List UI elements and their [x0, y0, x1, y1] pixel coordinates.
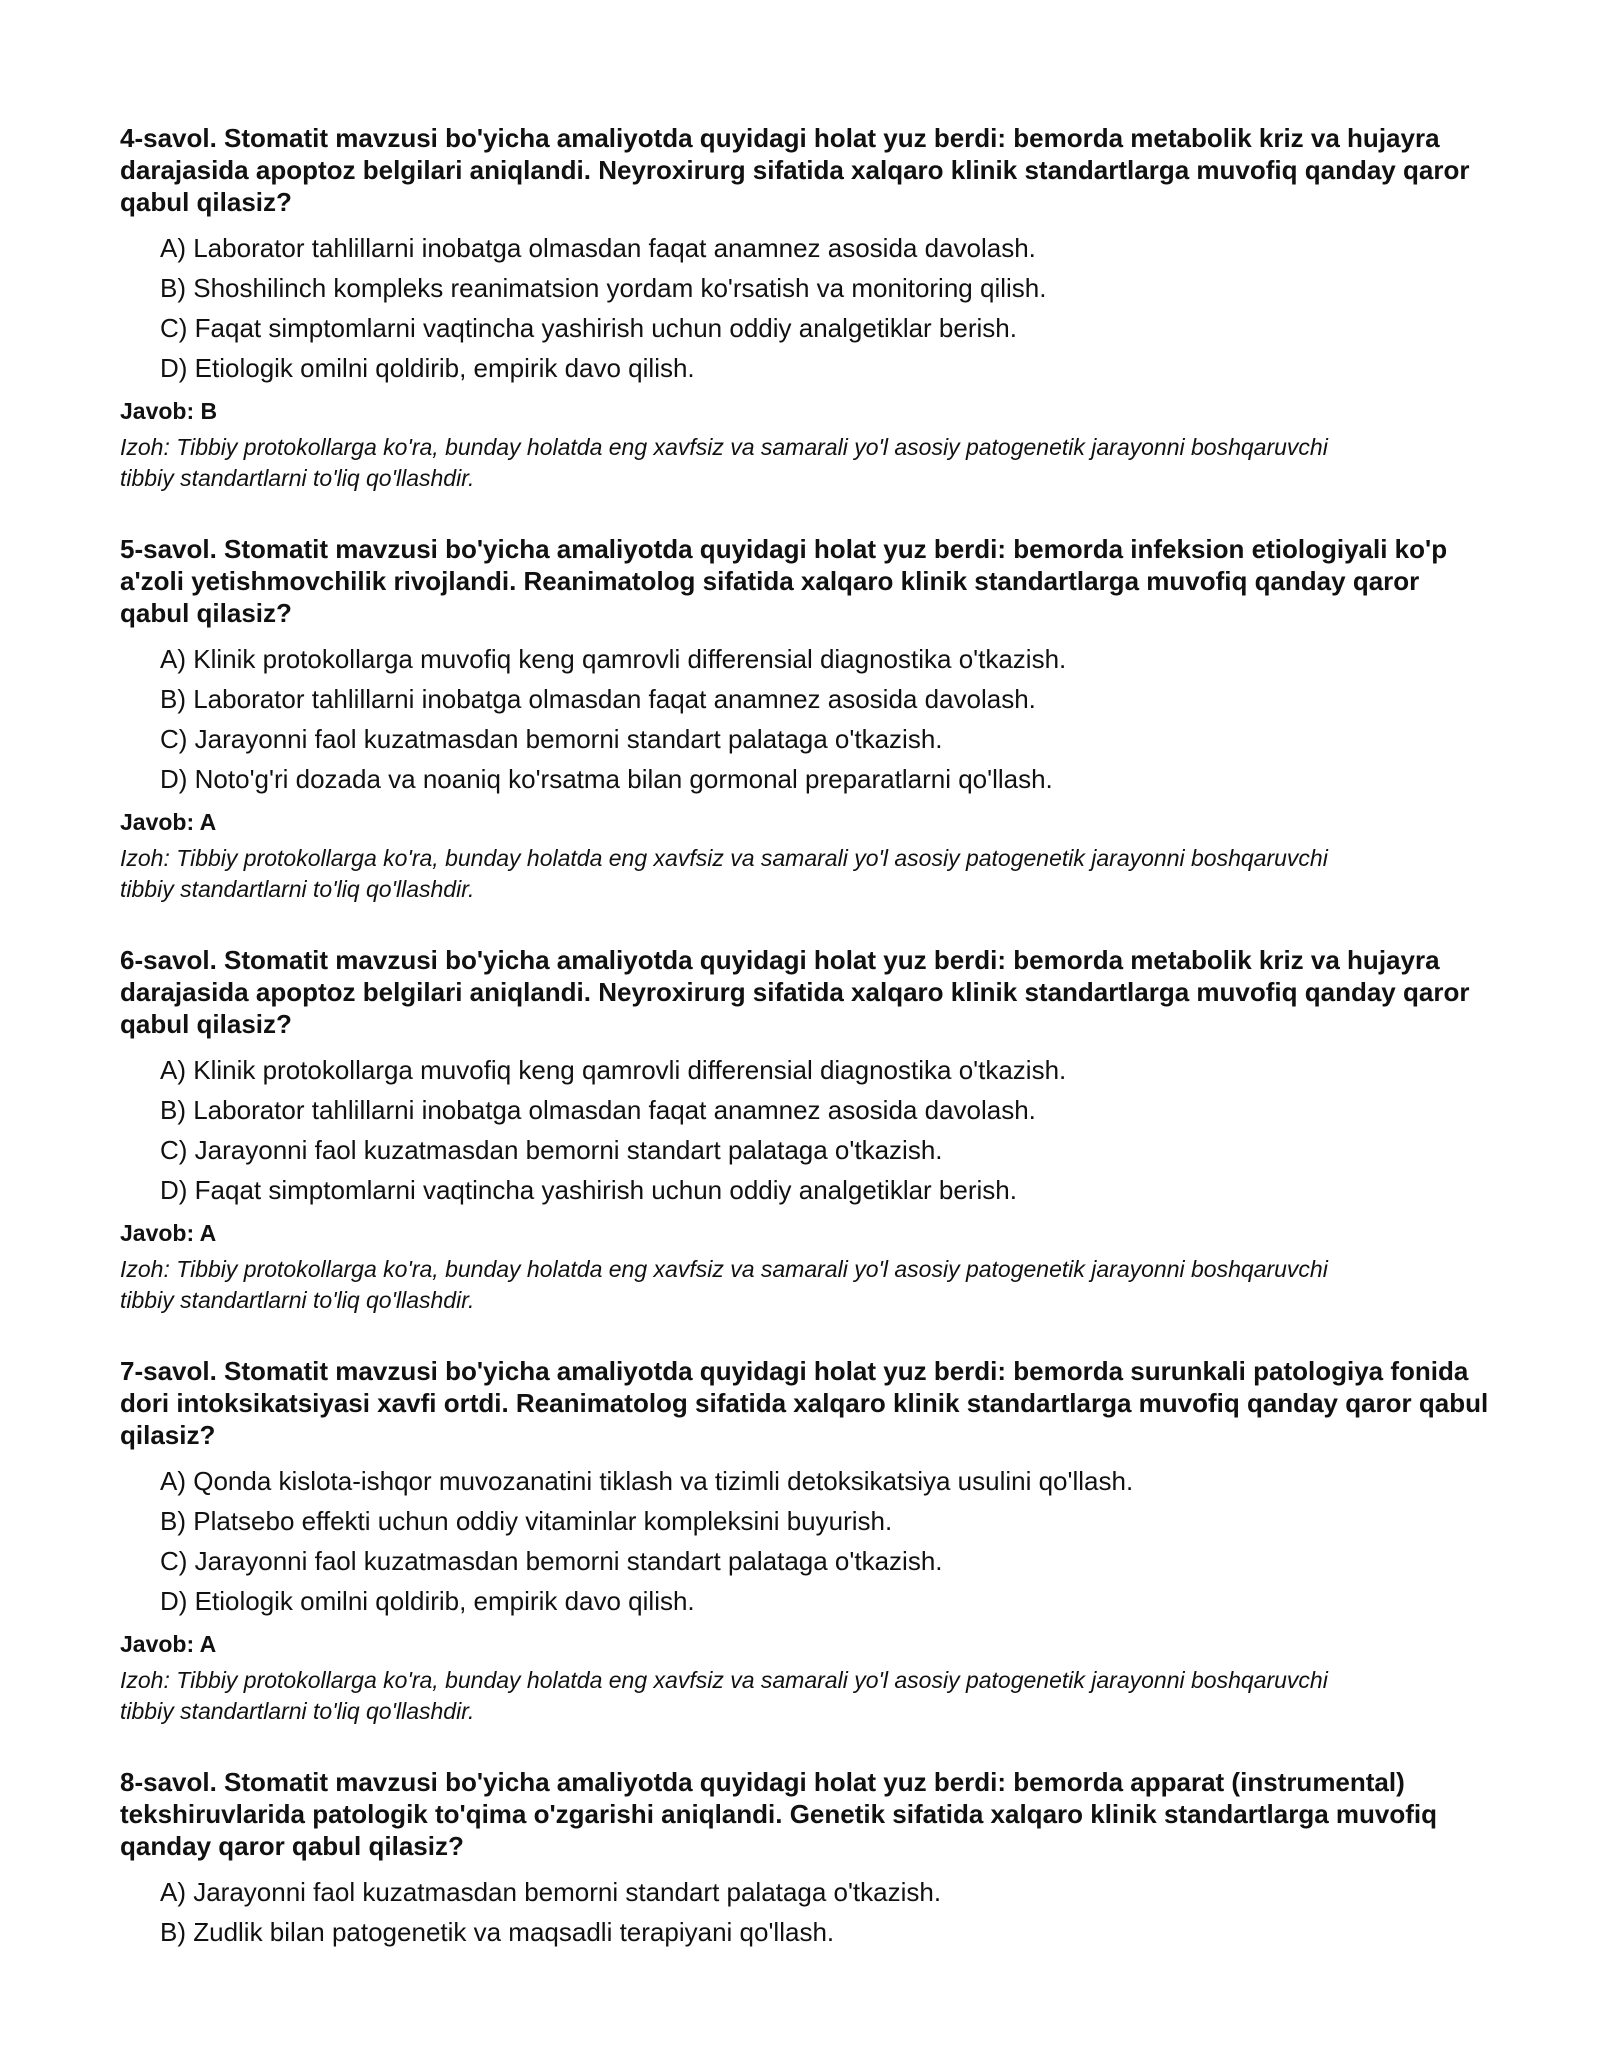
option-b: B) Laborator tahlillarni inobatga olmasdan faqat anamnez asosida davolash. — [160, 684, 1036, 714]
question-title: 4-savol. Stomatit mavzusi bo'yicha amaliyotda quyidagi holat yuz berdi: bemorda metabolik kriz va hujayra darajasida apoptoz belgilari aniqlandi. Neyroxirurg sifatida xalqaro klinik standartlarga muvofiq qanday qaror qabul qilasiz? — [120, 123, 1470, 217]
question-title: 5-savol. Stomatit mavzusi bo'yicha amaliyotda quyidagi holat yuz berdi: bemorda infeksion etiologiyali ko'p a'zoli yetishmovchilik rivojlandi. Reanimatolog sifatida xalqaro klinik standartlarga muvofiq qanday qaror qabul qilasiz? — [120, 534, 1448, 628]
explanation-note: Izoh: Tibbiy protokollarga ko'ra, bunday holatda eng xavfsiz va samarali yo'l asosiy patogenetik jarayonni boshqaruvchi tibbiy standartlarni to'liq qo'llashdir. — [120, 434, 1328, 491]
answer-label: Javob: B — [120, 398, 218, 424]
option-a: A) Klinik protokollarga muvofiq keng qamrovli differensial diagnostika o'tkazish. — [160, 644, 1067, 674]
option-a: A) Jarayonni faol kuzatmasdan bemorni standart palataga o'tkazish. — [160, 1877, 942, 1907]
explanation-note: Izoh: Tibbiy protokollarga ko'ra, bunday holatda eng xavfsiz va samarali yo'l asosiy patogenetik jarayonni boshqaruvchi tibbiy standartlarni to'liq qo'llashdir. — [120, 1256, 1328, 1313]
option-c: C) Jarayonni faol kuzatmasdan bemorni standart palataga o'tkazish. — [160, 724, 943, 754]
explanation-note: Izoh: Tibbiy protokollarga ko'ra, bunday holatda eng xavfsiz va samarali yo'l asosiy patogenetik jarayonni boshqaruvchi tibbiy standartlarni to'liq qo'llashdir. — [120, 1667, 1328, 1724]
option-c: C) Faqat simptomlarni vaqtincha yashirish uchun oddiy analgetiklar berish. — [160, 313, 1017, 343]
option-list — [120, 1461, 1490, 1621]
document-page — [120, 122, 1490, 1991]
option-c: C) Jarayonni faol kuzatmasdan bemorni standart palataga o'tkazish. — [160, 1135, 943, 1165]
option-d: D) Etiologik omilni qoldirib, empirik davo qilish. — [160, 1586, 695, 1616]
question-block — [120, 1766, 1490, 1952]
question-title: 6-savol. Stomatit mavzusi bo'yicha amaliyotda quyidagi holat yuz berdi: bemorda metabolik kriz va hujayra darajasida apoptoz belgilari aniqlandi. Neyroxirurg sifatida xalqaro klinik standartlarga muvofiq qanday qaror qabul qilasiz? — [120, 945, 1470, 1039]
option-a: A) Laborator tahlillarni inobatga olmasdan faqat anamnez asosida davolash. — [160, 233, 1036, 263]
option-b: B) Shoshilinch kompleks reanimatsion yordam ko'rsatish va monitoring qilish. — [160, 273, 1047, 303]
option-list — [120, 639, 1490, 799]
answer-label: Javob: A — [120, 1631, 217, 1657]
option-b: B) Zudlik bilan patogenetik va maqsadli terapiyani qo'llash. — [160, 1917, 835, 1947]
explanation-note: Izoh: Tibbiy protokollarga ko'ra, bunday holatda eng xavfsiz va samarali yo'l asosiy patogenetik jarayonni boshqaruvchi tibbiy standartlarni to'liq qo'llashdir. — [120, 845, 1328, 902]
answer-label: Javob: A — [120, 809, 217, 835]
option-b: B) Laborator tahlillarni inobatga olmasdan faqat anamnez asosida davolash. — [160, 1095, 1036, 1125]
question-block — [120, 1355, 1490, 1727]
option-c: C) Jarayonni faol kuzatmasdan bemorni standart palataga o'tkazish. — [160, 1546, 943, 1576]
question-block — [120, 533, 1490, 905]
answer-label: Javob: A — [120, 1220, 217, 1246]
option-d: D) Faqat simptomlarni vaqtincha yashirish uchun oddiy analgetiklar berish. — [160, 1175, 1017, 1205]
option-list — [120, 228, 1490, 388]
option-a: A) Qonda kislota-ishqor muvozanatini tiklash va tizimli detoksikatsiya usulini qo'llash. — [160, 1466, 1134, 1496]
question-title: 8-savol. Stomatit mavzusi bo'yicha amaliyotda quyidagi holat yuz berdi: bemorda apparat (instrumental) tekshiruvlarida patologik to'qima o'zgarishi aniqlandi. Genetik sifatida xalqaro klinik standartlarga muvofiq qanday qaror qabul qilasiz? — [120, 1767, 1437, 1861]
option-a: A) Klinik protokollarga muvofiq keng qamrovli differensial diagnostika o'tkazish. — [160, 1055, 1067, 1085]
option-b: B) Platsebo effekti uchun oddiy vitaminlar kompleksini buyurish. — [160, 1506, 893, 1536]
option-d: D) Noto'g'ri dozada va noaniq ko'rsatma bilan gormonal preparatlarni qo'llash. — [160, 764, 1053, 794]
option-list — [120, 1872, 1490, 1952]
question-block — [120, 122, 1490, 494]
option-d: D) Etiologik omilni qoldirib, empirik davo qilish. — [160, 353, 695, 383]
question-block — [120, 944, 1490, 1316]
question-title: 7-savol. Stomatit mavzusi bo'yicha amaliyotda quyidagi holat yuz berdi: bemorda surunkali patologiya fonida dori intoksikatsiyasi xavfi ortdi. Reanimatolog sifatida xalqaro klinik standartlarga muvofiq qanday qaror qabul qilasiz? — [120, 1356, 1489, 1450]
option-list — [120, 1050, 1490, 1210]
